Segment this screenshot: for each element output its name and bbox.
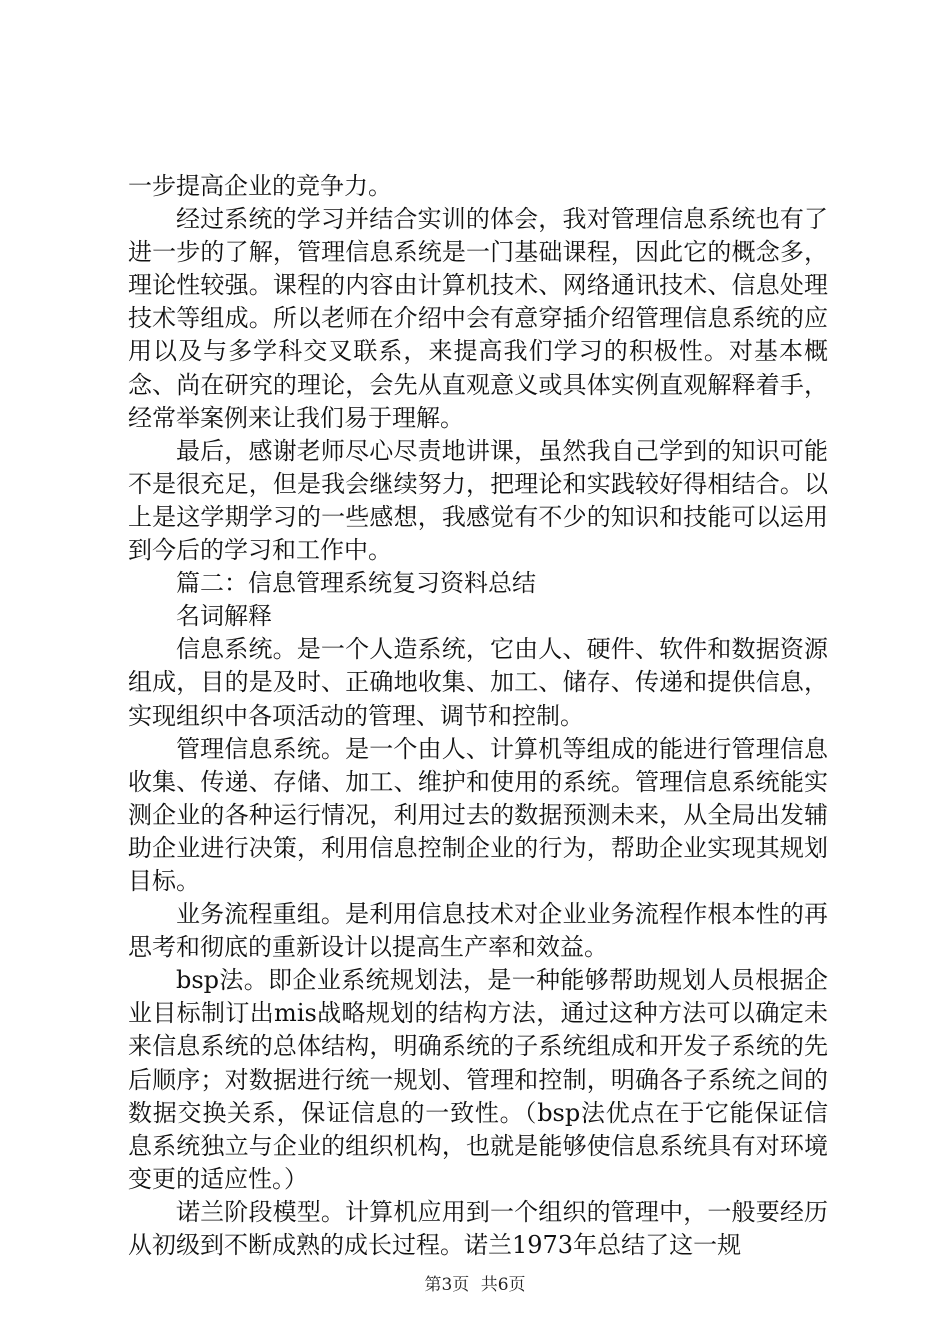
paragraph-thanks: 最后，感谢老师尽心尽责地讲课，虽然我自己学到的知识可能不是很充足，但是我会继续努力，把理论和实践较好得相结合。以上是这学期学习的一些感想，我感觉有不少的知识和技能可以运用到今后的学习和工作中。 [128, 436, 828, 565]
section-heading: 篇二：信息管理系统复习资料总结 [176, 569, 536, 598]
term-business-process-reengineering: 业务流程重组。是利用信息技术对企业业务流程作根本性的再思考和彻底的重新设计以提高生产率和效益。 [128, 900, 828, 962]
term-information-system: 信息系统。是一个人造系统，它由人、硬件、软件和数据资源组成，目的是及时、正确地收集、加工、储存、传递和提供信息，实现组织中各项活动的管理、调节和控制。 [128, 635, 828, 730]
paragraph-continuation: 一步提高企业的竞争力。 [128, 172, 392, 200]
subsection-heading: 名词解释 [176, 602, 272, 631]
term-nolan-stage-model: 诺兰阶段模型。计算机应用到一个组织的管理中，一般要经历从初级到不断成熟的成长过程。诺兰1973年总结了这一规 [128, 1197, 828, 1259]
page-total: 共6页 [480, 1275, 526, 1295]
term-bsp-method: bsp法。即企业系统规划法，是一种能够帮助规划人员根据企业目标制订出mis战略规划的结构方法，通过这种方法可以确定未来信息系统的总体结构，明确系统的子系统组成和开发子系统的先后顺序；对数据进行统一规划、管理和控制，明确各子系统之间的数据交换关系，保证信息的一致性。（bsp法优点在于它能保证信息系统独立与企业的组织机构，也就是能够使信息系统具有对环境变更的适应性。） [128, 966, 828, 1193]
page-footer [0, 1270, 950, 1295]
paragraph-study-experience: 经过系统的学习并结合实训的体会，我对管理信息系统也有了进一步的了解，管理信息系统是一门基础课程，因此它的概念多，理论性较强。课程的内容由计算机技术、网络通讯技术、信息处理技术等组成。所以老师在介绍中会有意穿插介绍管理信息系统的应用以及与多学科交叉联系，来提高我们学习的积极性。对基本概念、尚在研究的理论，会先从直观意义或具体实例直观解释着手，经常举案例来让我们易于理解。 [128, 205, 828, 432]
page-number: 第3页 [424, 1275, 470, 1295]
term-management-information-system: 管理信息系统。是一个由人、计算机等组成的能进行管理信息收集、传递、存储、加工、维护和使用的系统。管理信息系统能实测企业的各种运行情况，利用过去的数据预测未来，从全局出发辅助企业进行决策，利用信息控制企业的行为，帮助企业实现其规划目标。 [128, 734, 828, 895]
page-body [128, 170, 828, 1262]
